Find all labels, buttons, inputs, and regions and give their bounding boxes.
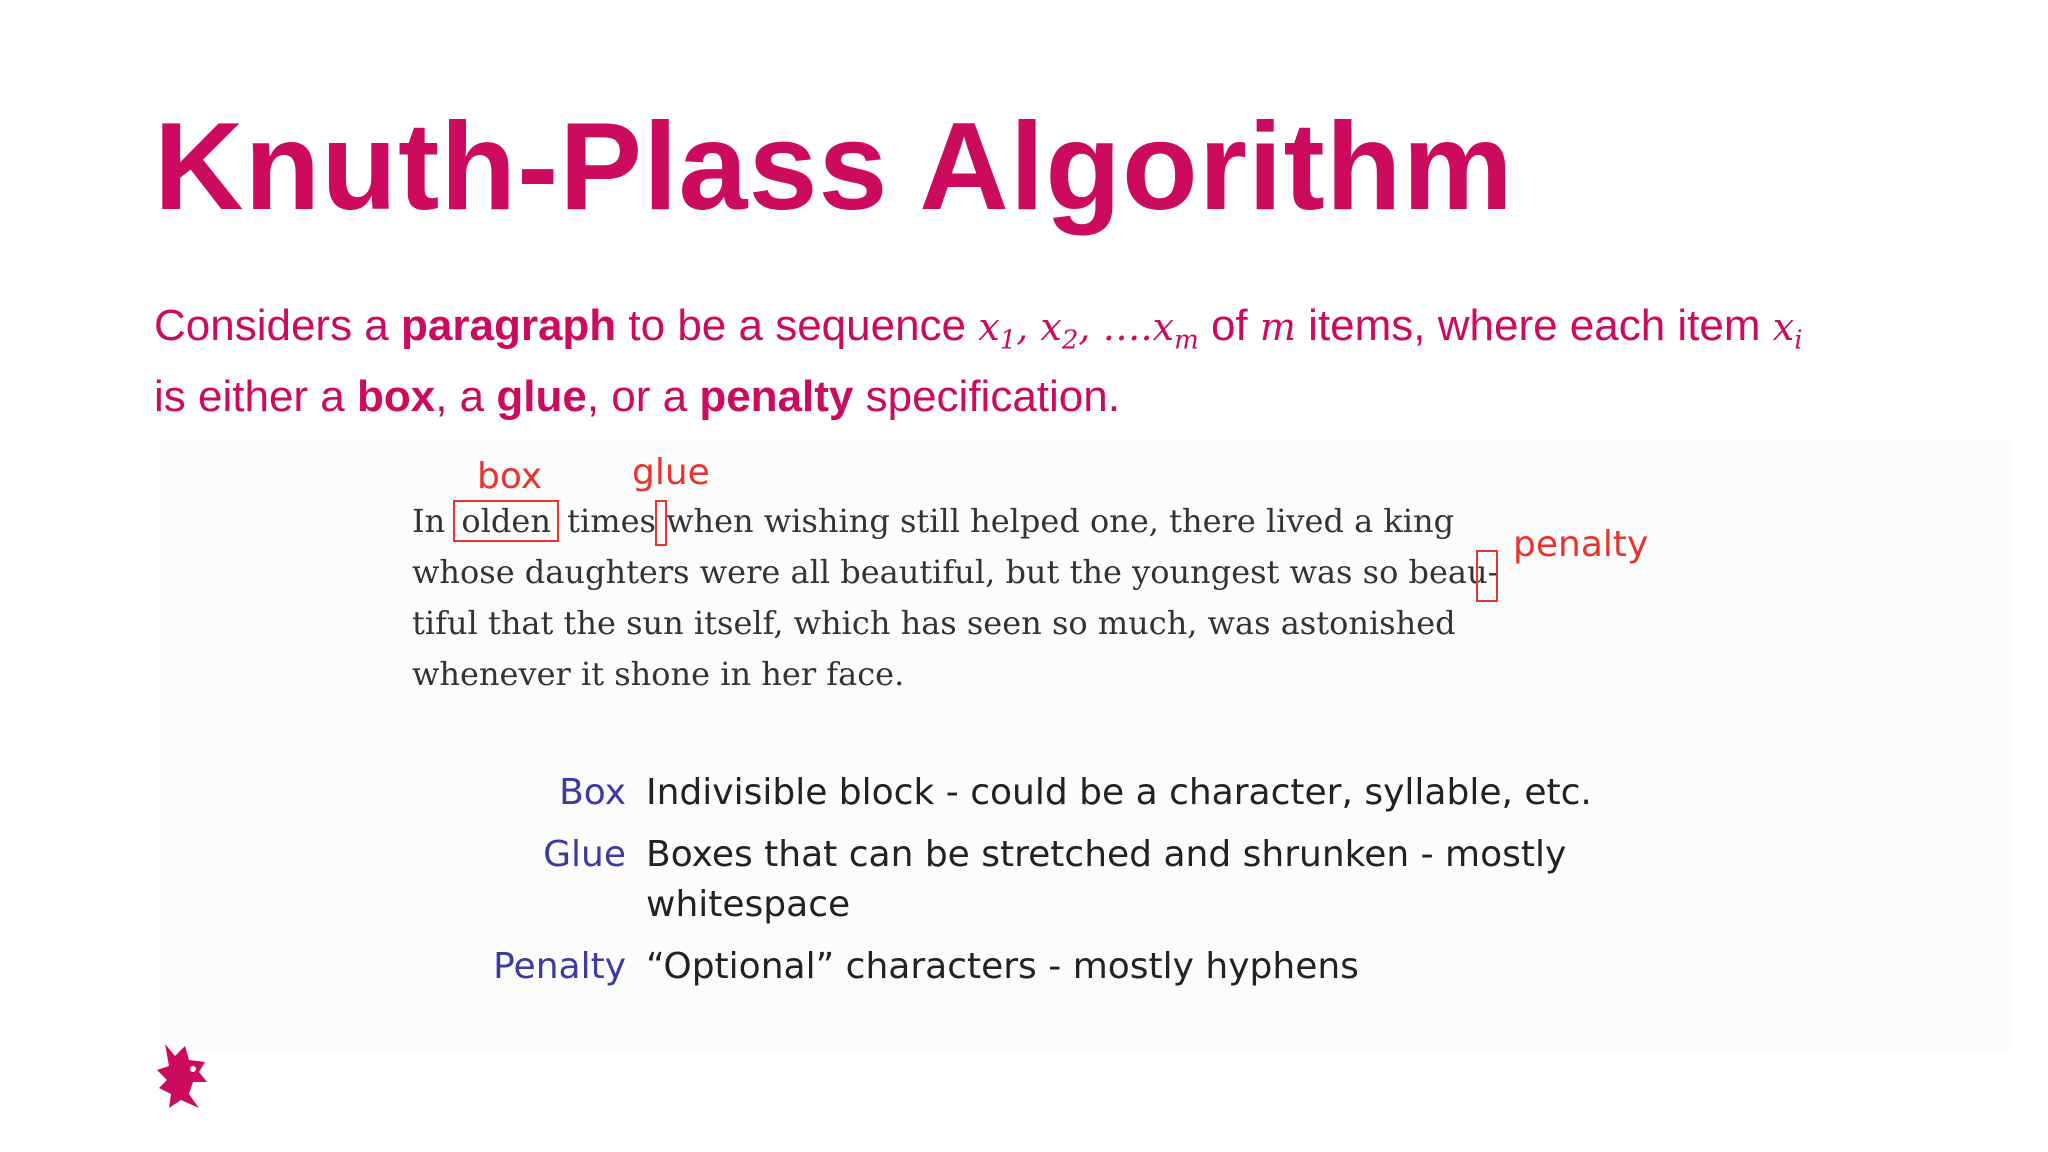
paragraph-line: whenever it shone in her face. (412, 655, 905, 693)
penalty-highlight (1476, 550, 1498, 602)
dragon-logo-icon (155, 1042, 209, 1110)
math-subscript: m (1174, 325, 1199, 356)
math-var: x (1772, 305, 1795, 349)
intro-text-part: Considers a (154, 301, 402, 350)
math-var: x (978, 305, 1000, 349)
math-subscript: i (1794, 325, 1803, 356)
glue-highlight (655, 500, 667, 546)
math-xm (1152, 305, 1199, 356)
box-highlight: olden (455, 502, 557, 540)
term-paragraph: paragraph (401, 301, 617, 350)
math-var: x (1152, 305, 1175, 349)
definition-term: Glue (543, 834, 626, 875)
intro-text-part: is either a (154, 371, 357, 421)
intro-text-part: items, where each item (1295, 301, 1773, 350)
paragraph-line (412, 496, 1498, 547)
intro-text-part: of (1198, 301, 1260, 350)
definition-term: Penalty (493, 946, 626, 987)
math-x2 (1040, 305, 1079, 356)
example-paragraph (412, 496, 1498, 700)
math-separator: , …. (1078, 305, 1153, 349)
math-x1 (978, 305, 1017, 356)
definition-list (440, 768, 1606, 1004)
paragraph-line: tiful that the sun itself, which has seen so much, was astonished (412, 604, 1456, 642)
term-penalty: penalty (699, 371, 854, 421)
math-subscript: 1 (999, 325, 1017, 356)
paragraph-text: In (412, 502, 456, 540)
intro-text-part: to be a sequence (616, 301, 979, 350)
definition-description: Boxes that can be stretched and shrunken - mostly whitespace (646, 834, 1567, 925)
definition-row (440, 830, 1606, 930)
intro-text-part: specification. (853, 371, 1120, 421)
definition-description: Indivisible block - could be a character, syllable, etc. (646, 772, 1592, 813)
term-box: box (356, 371, 436, 421)
slide-title: Knuth-Plass Algorithm (154, 98, 1514, 236)
annotation-glue-label: glue (632, 452, 710, 493)
intro-text-part: , a (435, 371, 497, 421)
intro-text-part: , or a (586, 371, 700, 421)
term-glue: glue (496, 371, 587, 421)
paragraph-text: times (556, 502, 667, 540)
paragraph-line: whose daughters were all beautiful, but the youngest was so beau- (412, 553, 1499, 591)
math-subscript: 2 (1061, 325, 1079, 356)
annotation-box-label: box (477, 456, 543, 497)
math-xi (1772, 305, 1803, 356)
annotation-penalty-label: penalty (1513, 524, 1649, 565)
definition-description: “Optional” characters - mostly hyphens (646, 946, 1359, 987)
math-var: x (1040, 305, 1062, 349)
definition-row (440, 942, 1606, 992)
definition-row (440, 768, 1606, 818)
math-separator: , (1016, 305, 1041, 349)
math-m: m (1259, 305, 1296, 349)
paragraph-text: when wishing still helped one, there lived a king (666, 502, 1455, 540)
definition-term: Box (559, 772, 626, 813)
intro-text (154, 298, 1974, 425)
